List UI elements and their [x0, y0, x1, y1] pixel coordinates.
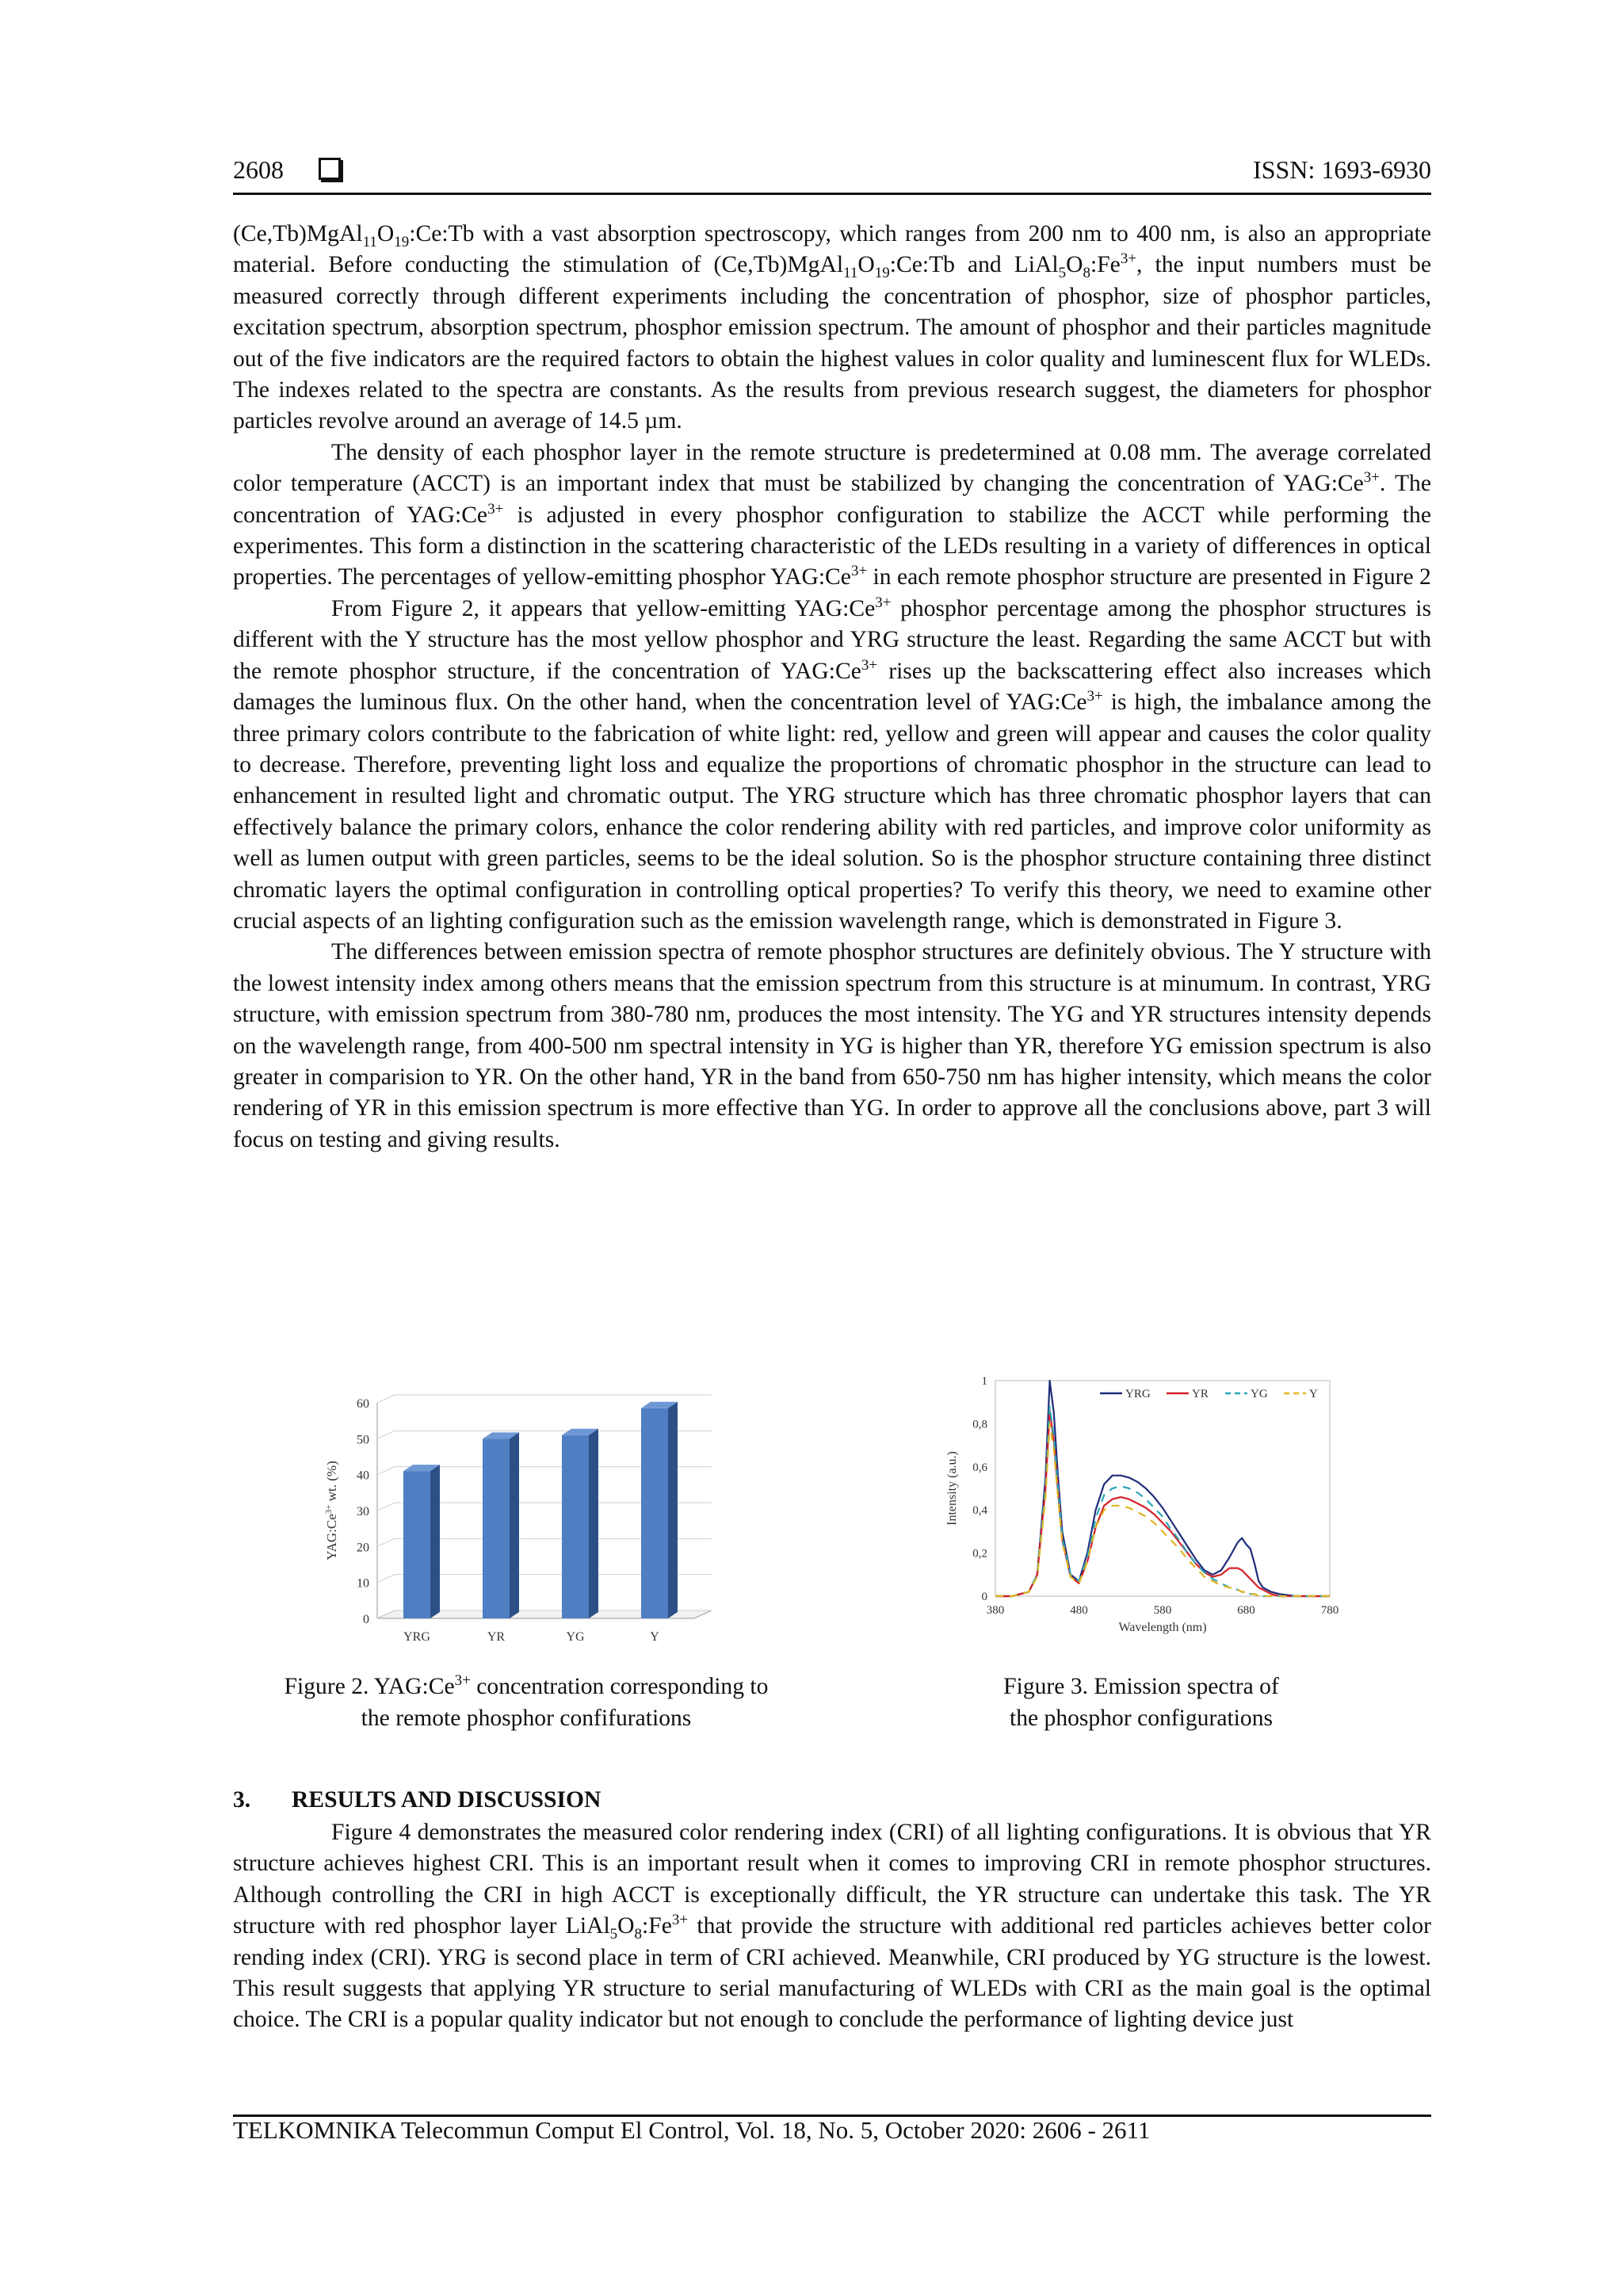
paragraph-2: The density of each phosphor layer in the remote structure is predetermined at 0.08 mm. The average correlated color temperature (ACCT) is an important index that must be stabilized by changing the concentration of $YAG:Ce^{3+}$. The concentration of $YAG:Ce^{3+}$ is adjusted in every phosphor configuration to stabilize the ACCT while performing the experimentes. This form a distinction in the scattering characteristic of the LEDs resulting in a variety of differences in optical properties. The percentages of yellow-emitting phosphor $YAG:Ce^{3+}$ in each remote phosphor structure are presented in Figure 2	[233, 439, 1431, 590]
section-body	[233, 1817, 1431, 2036]
page-footer: TELKOMNIKA Telecommun Comput El Control, Vol. 18, No. 5, October 2020: 2606 - 2611	[233, 2116, 1151, 2144]
y-tick-label: 0,4	[972, 1504, 987, 1518]
y-tick-label: 1	[981, 1375, 987, 1388]
legend-label: YRG	[1125, 1388, 1151, 1400]
x-tick-label: 380	[986, 1604, 1005, 1617]
paragraph-4: The differences between emission spectra of remote phosphor structures are definitely obvious. The Y structure with the lowest intensity index among others means that the emission spectrum from this structure is at minumum. In contrast, YRG structure, with emission spectrum from 380-780 nm, produces the most intensity. The YG and YR structures intensity depends on the wavelength range, from 400-500 nm spectral intensity in YG is higher than YR, therefore YG emission spectrum is also greater in comparision to YR. On the other hand, YR in the band from 650-750 nm has higher intensity, which means the color rendering of YR in this emission spectrum is more effective than YG. In order to approve all the conclusions above, part 3 will focus on testing and giving results.	[233, 939, 1431, 1152]
y-tick-label: 0,6	[972, 1461, 987, 1474]
y-tick-label: 0,2	[972, 1547, 987, 1561]
x-tick-label: 480	[1070, 1604, 1088, 1617]
legend-label: YG	[1251, 1388, 1268, 1400]
bar-front	[483, 1438, 510, 1618]
x-tick-label: 780	[1320, 1604, 1339, 1617]
x-tick-label: Y	[650, 1630, 659, 1644]
bar-front	[562, 1435, 589, 1618]
y-tick-label: 20	[357, 1541, 369, 1555]
legend-label: Y	[1309, 1388, 1318, 1400]
bar-front	[641, 1408, 668, 1618]
checkbox-square-icon	[319, 158, 341, 180]
y-tick-label: 40	[357, 1469, 369, 1483]
y-tick-label: 0	[363, 1613, 369, 1626]
header-rule	[233, 193, 1431, 195]
paragraph-1: $(Ce,Tb)MgAl_{11}O_{19}:Ce:Tb$ with a vast absorption spectroscopy, which ranges from 200 nm to 400 nm, is also an appropriate material. Before conducting the stimulation of $(Ce,Tb)MgAl_{11}O_{19}:Ce:Tb$ and $LiAl_5O_8:Fe^{3+}$, the input numbers must be measured correctly through different experiments including the concentration of phosphor, size of phosphor particles, excitation spectrum, absorption spectrum, phosphor emission spectrum. The amount of phosphor and their particles magnitude out of the five indicators are the required factors to obtain the highest values in color quality and luminescent flux for WLEDs. The indexes related to the spectra are constants. As the results from previous research suggest, the diameters for phosphor particles revolve around an average of 14.5 µm.	[233, 221, 1431, 434]
y-axis-label: Intensity (a.u.)	[945, 1451, 959, 1526]
header-left	[233, 155, 341, 185]
bar-side	[510, 1432, 519, 1618]
x-tick-label: 680	[1237, 1604, 1255, 1617]
series-line	[995, 1411, 1330, 1596]
bar-side	[430, 1465, 440, 1618]
bar-side	[668, 1402, 678, 1618]
bar-front	[403, 1471, 430, 1618]
x-tick-label: YG	[566, 1630, 585, 1644]
x-tick-label: YR	[487, 1630, 506, 1644]
figure-3-line-chart	[927, 1365, 1339, 1650]
figure-3-caption: Figure 3. Emission spectra of the phosphor configurations	[1003, 1674, 1279, 1731]
y-axis-label: $YAG:Ce^{3+}$ wt. (%)	[324, 1461, 339, 1561]
section-paragraph-1: Figure 4 demonstrates the measured color rendering index (CRI) of all lighting configurations. It is obvious that YR structure achieves highest CRI. This is an important result when it comes to improving CRI in remote phosphor structures. Although controlling the CRI in high ACCT is exceptionally difficult, the YR structure can undertake this task. The YR structure with red phosphor layer $LiAl_5O_8:Fe^{3+}$ that provide the structure with additional red particles achieves better color rending index (CRI). YRG is second place in term of CRI achieved. Meanwhile, CRI produced by YG structure is the lowest. This result suggests that applying YR structure to serial manufacturing of WLEDs with CRI as the main goal is the optimal choice. The CRI is a popular quality indicator but not enough to conclude the performance of lighting device just	[233, 1820, 1431, 2033]
y-tick-label: 50	[357, 1433, 369, 1447]
figure-2-caption: Figure 2. $YAG:Ce^{3+}$ concentration corresponding to the remote phosphor confifurations	[284, 1672, 769, 1731]
y-tick-label: 60	[357, 1397, 369, 1411]
body-text	[233, 219, 1431, 1156]
y-tick-label: 30	[357, 1505, 369, 1519]
section-heading: 3. RESULTS AND DISCUSSION	[233, 1787, 601, 1813]
series-line	[995, 1423, 1330, 1596]
figure-2-bar-chart	[323, 1381, 735, 1650]
y-tick-label: 0,8	[972, 1418, 987, 1431]
bar-side	[589, 1429, 598, 1618]
page-header	[233, 155, 1431, 190]
header-issn: ISSN: 1693-6930	[1253, 155, 1431, 184]
series-line	[995, 1407, 1330, 1596]
legend-label: YR	[1192, 1388, 1209, 1400]
y-tick-label: 0	[981, 1591, 987, 1603]
gridline	[377, 1395, 712, 1403]
x-axis-label: Wavelength (nm)	[1118, 1621, 1207, 1634]
x-tick-label: YRG	[403, 1630, 430, 1644]
paragraph-3: From Figure 2, it appears that yellow-emitting $YAG:Ce^{3+}$ phosphor percentage among the phosphor structures is different with the Y structure has the most yellow phosphor and YRG structure the least. Regarding the same ACCT but with the remote phosphor structure, if the concentration of $YAG:Ce^{3+}$ rises up the backscattering effect also increases which damages the luminous flux. On the other hand, when the concentration level of $YAG:Ce^{3+}$ is high, the imbalance among the three primary colors contribute to the fabrication of white light: red, yellow and green will appear and causes the color quality to decrease. Therefore, preventing light loss and equalize the proportions of chromatic phosphor in the structure can lead to enhancement in resulted light and chromatic output. The YRG structure which has three chromatic phosphor layers that can effectively balance the primary colors, enhance the color rendering ability with red particles, and improve color uniformity as well as lumen output with green particles, seems to be the ideal solution. So is the phosphor structure containing three distinct chromatic layers the optimal configuration in controlling optical properties? To verify this theory, we need to examine other crucial aspects of an lighting configuration such as the emission wavelength range, which is demonstrated in Figure 3.	[233, 594, 1432, 934]
x-tick-label: 580	[1153, 1604, 1172, 1617]
page-number: 2608	[233, 155, 284, 184]
y-tick-label: 10	[357, 1576, 369, 1591]
